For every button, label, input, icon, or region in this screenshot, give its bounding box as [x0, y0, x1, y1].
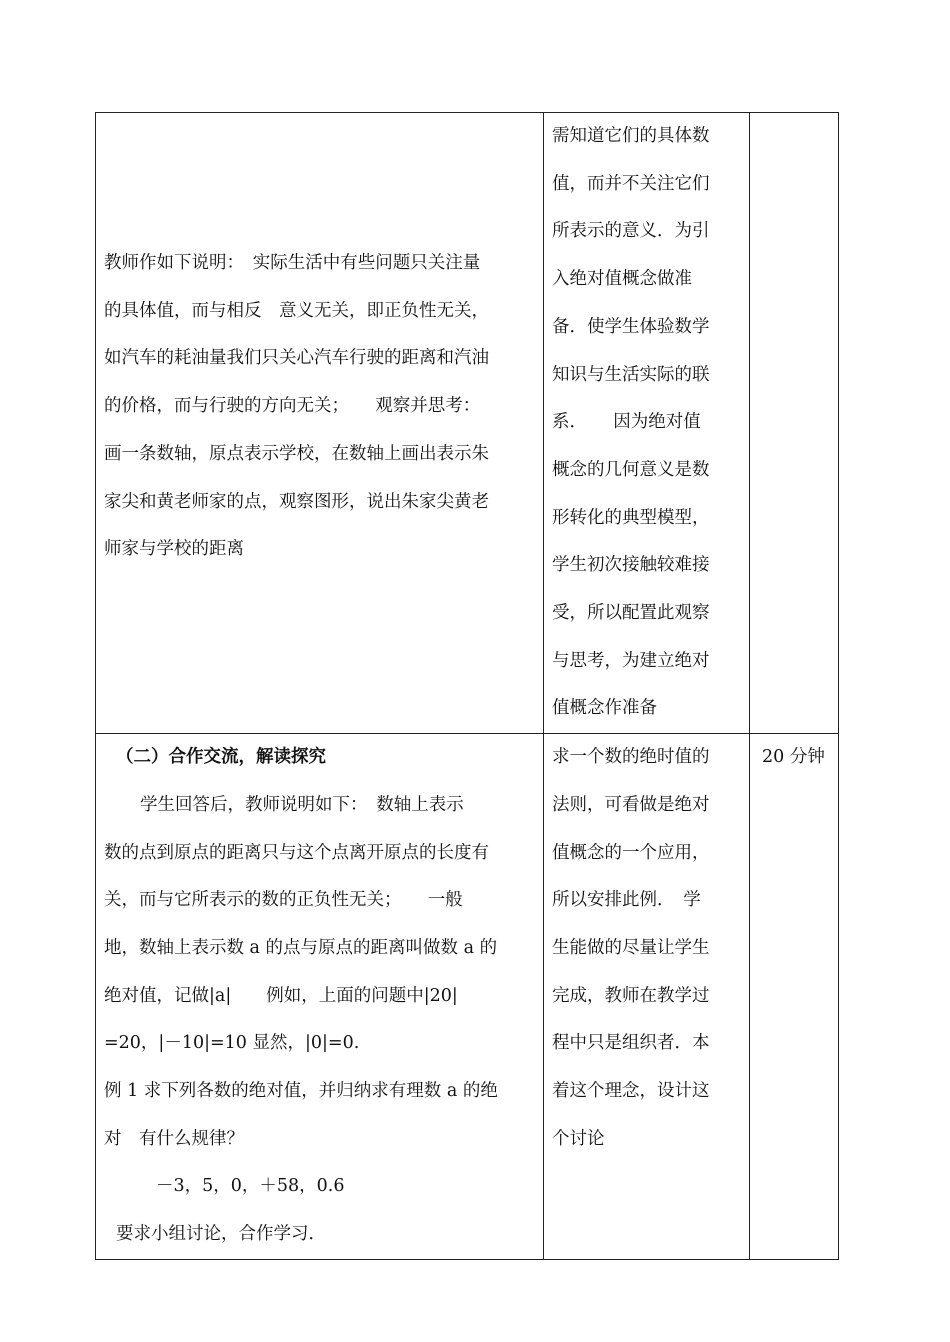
activity-line: 对 有什么规律？ [104, 1128, 244, 1149]
intent-line: 值概念的一个应用， [552, 842, 710, 863]
intent-line: 概念的几何意义是数 [552, 459, 710, 480]
intent-line: 需知道它们的具体数 [552, 126, 710, 146]
intent-line: 所以安排此例． 学 [552, 890, 701, 911]
table-row [96, 734, 839, 1260]
activity-line: 绝对值，记做|a| 例如，上面的问题中|20| [104, 985, 458, 1006]
intent-line: 法则，可看做是绝对 [552, 794, 710, 815]
design-intent-cell [544, 734, 750, 1260]
intent-line: 入绝对值概念做准 [552, 269, 692, 290]
intent-line: 受，所以配置此观察 [552, 603, 710, 624]
activity-line: 家尖和黄老师家的点，观察图形，说出朱家尖黄老 [104, 491, 489, 512]
intent-line: 与思考，为建立绝对 [552, 650, 710, 671]
intent-line: 系． 因为绝对值 [552, 412, 701, 433]
time-cell [750, 113, 839, 734]
intent-line: 值概念作准备 [552, 698, 657, 719]
intent-line: 着这个理念，设计这 [552, 1081, 710, 1102]
activity-line: 的价格，而与行驶的方向无关； 观察并思考： [104, 396, 481, 417]
activity-cell [96, 113, 544, 734]
intent-line: 个讨论 [552, 1128, 605, 1149]
activity-line: 数的点到原点的距离只与这个点离开原点的长度有 [104, 842, 489, 863]
activity-cell [96, 734, 544, 1260]
time-value: 20 分钟 [762, 747, 825, 768]
blank-space [104, 113, 535, 240]
intent-line: 知识与生活实际的联 [552, 364, 710, 385]
activity-line: 画一条数轴，原点表示学校，在数轴上画出表示朱 [104, 443, 489, 464]
lesson-plan-table [95, 112, 839, 1260]
intent-line: 求一个数的绝时值的 [552, 747, 710, 768]
intent-line: 形转化的典型模型， [552, 507, 710, 528]
activity-line: 学生回答后，教师说明如下： 数轴上表示 [140, 794, 464, 815]
activity-line: =20，|－10|=10 显然，|0|=0. [104, 1033, 360, 1054]
number-list: －3，5，0，＋58，0.6 [156, 1176, 345, 1197]
intent-line: 所表示的意义．为引 [552, 221, 710, 242]
intent-line: 备．使学生体验数学 [552, 316, 710, 337]
activity-line: 师家与学校的距离 [104, 539, 244, 560]
activity-line: 的具体值，而与相反 意义无关，即正负性无关， [104, 300, 489, 321]
time-cell [750, 734, 839, 1260]
activity-line: 教师作如下说明： 实际生活中有些问题只关注量 [104, 253, 481, 273]
section-heading: （二）合作交流，解读探究 [116, 747, 326, 768]
activity-line: 地，数轴上表示数 a 的点与原点的距离叫做数 a 的 [104, 937, 498, 958]
intent-line: 完成，教师在教学过 [552, 985, 710, 1006]
intent-line: 值，而并不关注它们 [552, 173, 710, 194]
activity-line: 例 1 求下列各数的绝对值，并归纳求有理数 a 的绝 [104, 1081, 498, 1102]
intent-line: 学生初次接触较难接 [552, 555, 710, 576]
design-intent-cell [544, 113, 750, 734]
activity-line: 关，而与它所表示的数的正负性无关； 一般 [104, 890, 463, 911]
intent-line: 生能做的尽量让学生 [552, 937, 710, 958]
intent-line: 程中只是组织者．本 [552, 1033, 710, 1054]
table-row [96, 113, 839, 734]
activity-line: 要求小组讨论，合作学习． [116, 1224, 326, 1245]
activity-line: 如汽车的耗油量我们只关心汽车行驶的距离和汽油 [104, 348, 489, 369]
